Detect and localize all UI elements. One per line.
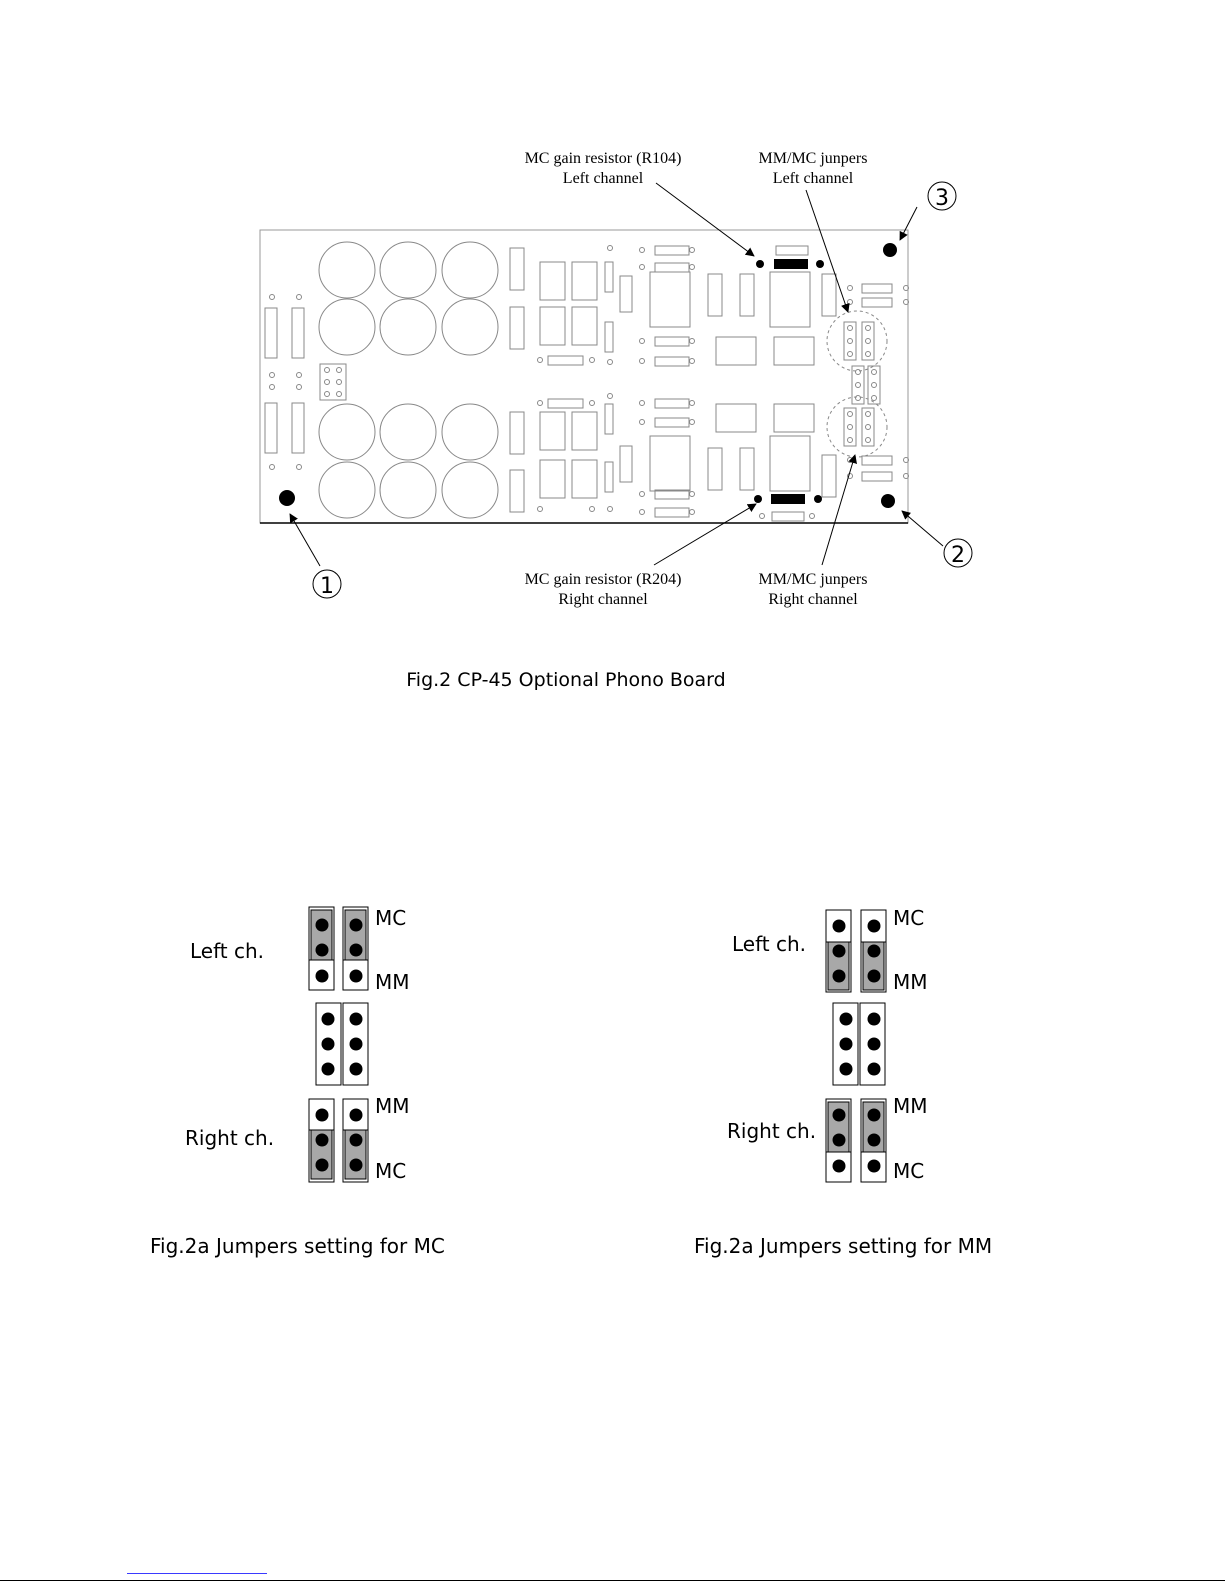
pcb-board xyxy=(260,230,909,523)
mm-top-mc-label: MC xyxy=(893,906,925,930)
mc-left-ch-label: Left ch. xyxy=(190,939,265,963)
gain-resistor-r104 xyxy=(756,259,824,269)
callout-mc-gain-left-line1: MC gain resistor (R104) xyxy=(524,150,682,167)
mm-left-ch-label: Left ch. xyxy=(732,932,807,956)
mm-right-ch-label: Right ch. xyxy=(727,1119,817,1143)
callout-mm-mc-right-line2: Right channel xyxy=(768,591,858,608)
mc-bottom-mm-label: MM xyxy=(375,1094,410,1118)
marker-1-text: 1 xyxy=(320,574,334,599)
mc-right-ch-label: Right ch. xyxy=(185,1126,275,1150)
callout-mc-gain-right-line1: MC gain resistor (R204) xyxy=(524,571,682,588)
left-edge-parts xyxy=(265,295,346,470)
footer-rule xyxy=(0,1580,1225,1581)
board-outline xyxy=(260,230,908,523)
gain-resistor-r204 xyxy=(754,494,822,504)
jumper-diagram-mm xyxy=(694,906,992,1258)
marker-1 xyxy=(313,570,341,599)
jumper-diagram-mc xyxy=(150,906,445,1258)
marker-3-text: 3 xyxy=(935,186,949,211)
mount-hole-2 xyxy=(881,494,895,508)
callout-mm-mc-left-line1: MM/MC junpers xyxy=(758,150,868,167)
callout-mc-gain-left-line2: Left channel xyxy=(562,170,644,187)
callout-mc-gain-right-line2: Right channel xyxy=(558,591,648,608)
mm-bottom-mc-label: MC xyxy=(893,1159,925,1183)
mm-jumper-figure-caption: Fig.2a Jumpers setting for MM xyxy=(694,1234,993,1258)
board-jumper-cluster xyxy=(827,311,887,457)
mc-jumper-figure-caption: Fig.2a Jumpers setting for MC xyxy=(150,1234,445,1258)
board-figure-caption: Fig.2 CP-45 Optional Phono Board xyxy=(406,669,726,691)
mm-top-mm-label: MM xyxy=(893,970,928,994)
marker-2 xyxy=(944,539,972,568)
mm-bottom-mm-label: MM xyxy=(893,1094,928,1118)
mount-hole-3 xyxy=(883,243,897,257)
leader-lines xyxy=(290,183,943,566)
mc-top-mc-label: MC xyxy=(375,906,407,930)
marker-3 xyxy=(928,182,956,211)
callout-mm-mc-left-line2: Left channel xyxy=(772,170,854,187)
marker-2-text: 2 xyxy=(951,543,965,568)
footer-link-underline xyxy=(127,1573,267,1574)
middle-components xyxy=(510,246,909,522)
mc-bottom-mc-label: MC xyxy=(375,1159,407,1183)
mount-hole-1 xyxy=(279,490,295,506)
callout-mm-mc-right-line1: MM/MC junpers xyxy=(758,571,868,588)
mc-top-mm-label: MM xyxy=(375,970,410,994)
